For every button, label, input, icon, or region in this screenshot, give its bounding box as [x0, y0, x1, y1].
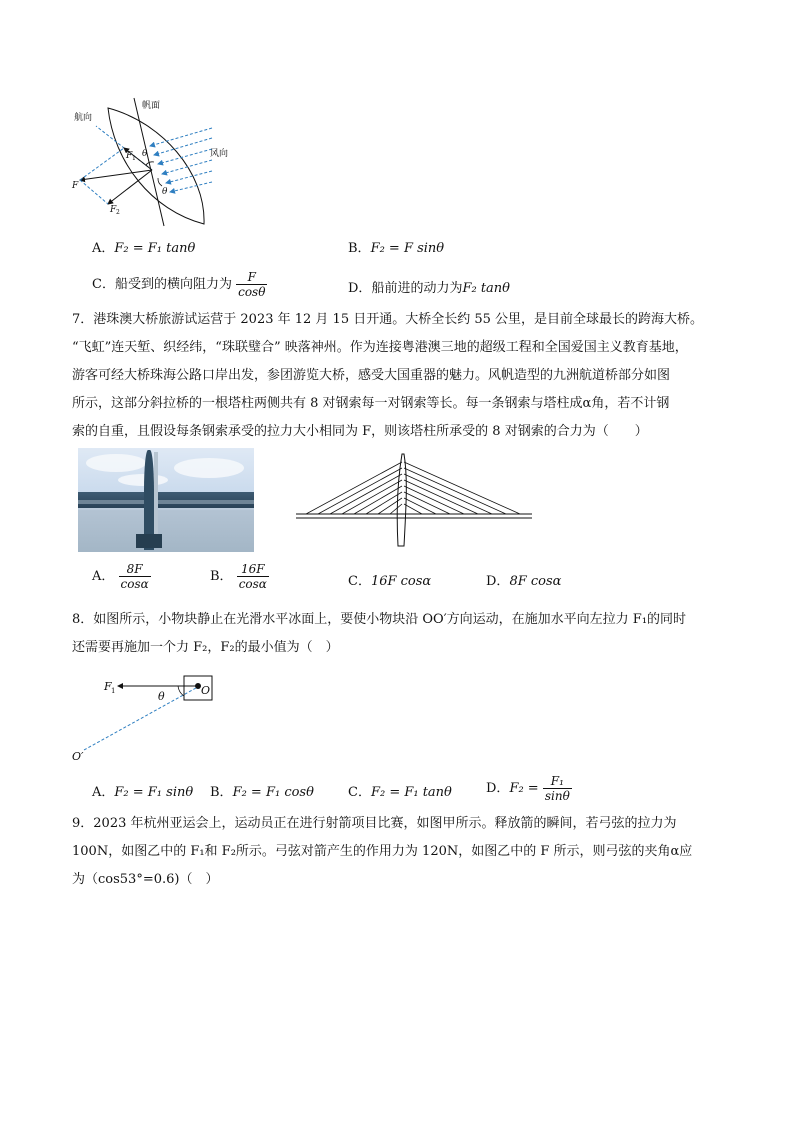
q7-option-b-denominator: cosα — [238, 577, 267, 591]
sail-surface-line — [134, 98, 164, 226]
cable-stayed-bridge-diagram — [294, 448, 534, 552]
q9-stem — [72, 810, 692, 894]
q7-stem — [72, 306, 703, 446]
q7-option-a-fraction — [119, 562, 151, 591]
label-wind: 风向 — [210, 149, 229, 159]
q8-option-b-formula: F₂ = F₁ cosθ — [232, 785, 314, 800]
label-theta-upper: θ — [142, 149, 148, 159]
q6-option-d[interactable] — [348, 277, 510, 296]
label-f2-sub: 2 — [116, 209, 120, 216]
q6-option-c-denominator: cosθ — [238, 285, 266, 299]
label-f1-sub: 1 — [111, 687, 116, 695]
label-f1: F — [126, 151, 133, 161]
q6-option-a[interactable] — [92, 237, 195, 256]
q8-line-2: 还需要再施加一个力 F₂，F₂的最小值为（ ） — [72, 640, 339, 655]
q8-option-c-letter: C． — [348, 785, 371, 800]
q8-option-b-letter: B． — [210, 785, 233, 800]
q8-option-d-lhs: F₂ = — [509, 781, 539, 796]
q7-option-c-formula: 16F cosα — [370, 574, 432, 589]
label-o: O — [201, 684, 211, 697]
q7-option-a-denominator: cosα — [120, 577, 149, 591]
q8-option-d-fraction — [543, 774, 572, 803]
q8-option-a-formula: F₂ = F₁ sinθ — [114, 785, 194, 800]
q7-option-d-letter: D． — [486, 574, 510, 589]
bridge-photo — [78, 448, 254, 552]
q6-option-a-letter: A． — [92, 241, 115, 256]
q6-option-c[interactable] — [92, 270, 267, 299]
q8-option-c[interactable] — [348, 781, 452, 800]
q6-option-d-formula: F₂ tanθ — [462, 281, 510, 296]
q7-option-a[interactable] — [92, 562, 151, 591]
q6-option-b-formula: F₂ = F sinθ — [370, 241, 445, 256]
q8-line-1: 8．如图所示，小物块静止在光滑水平冰面上，要使小物块沿 OO′方向运动，在施加水平向左拉力 F₁的同时 — [72, 612, 687, 627]
q8-option-c-formula: F₂ = F₁ tanθ — [370, 785, 452, 800]
q7-option-c[interactable] — [348, 570, 431, 589]
q8-option-a[interactable] — [92, 781, 193, 800]
q8-option-a-letter: A． — [92, 785, 115, 800]
theta-arc-lower — [158, 178, 162, 186]
q6-option-c-fraction — [236, 270, 267, 299]
q7-option-c-letter: C． — [348, 574, 371, 589]
q6-option-d-text: 船前进的动力为 — [371, 281, 463, 296]
cables — [306, 462, 520, 514]
q7-line-4: 所示，这部分斜拉桥的一根塔柱两侧共有 8 对钢索每一对钢索等长。每一条钢索与塔柱成α角，若不计钢 — [72, 396, 670, 411]
q7-line-3: 游客可经大桥珠海公路口岸出发，参团游览大桥，感受大国重器的魅力。风帆造型的九洲航道桥部分如图 — [72, 368, 671, 383]
label-f: F — [72, 181, 79, 191]
q8-option-d-denominator: sinθ — [544, 789, 570, 803]
label-f1-sub: 1 — [132, 155, 136, 162]
q6-option-c-letter: C． — [92, 277, 115, 292]
q9-line-1: 9．2023 年杭州亚运会上，运动员正在进行射箭项目比赛，如图甲所示。释放箭的瞬间，若弓弦的拉力为 — [72, 816, 677, 831]
q6-option-c-numerator: F — [236, 270, 267, 285]
label-theta-lower: θ — [162, 187, 168, 197]
q6-option-d-letter: D． — [348, 281, 372, 296]
q7-line-1: 7．港珠澳大桥旅游试运营于 2023 年 12 月 15 日开通。大桥全长约 55 公里，是目前全球最长的跨海大桥。 — [72, 312, 704, 327]
theta-arc — [178, 686, 184, 696]
q8-option-b[interactable] — [210, 781, 314, 800]
q8-option-d[interactable] — [486, 774, 572, 803]
q8-option-d-letter: D． — [486, 781, 510, 796]
q7-line-5: 索的自重，且假设每条钢索承受的拉力大小相同为 F，则该塔柱所承受的 8 对钢索的合力为（ ） — [72, 424, 648, 439]
label-f2: F — [110, 205, 117, 215]
q7-option-a-letter: A． — [92, 569, 115, 584]
q6-option-c-text: 船受到的横向阻力为 — [114, 277, 232, 292]
q7-option-d-formula: 8F cosα — [509, 574, 562, 589]
q9-line-2: 100N，如图乙中的 F₁和 F₂所示。弓弦对箭产生的作用力为 120N，如图乙中的 F 所示，则弓弦的夹角α应 — [72, 844, 693, 859]
q6-option-b[interactable] — [348, 237, 444, 256]
q6-option-a-formula: F₂ = F₁ tanθ — [114, 241, 196, 256]
q7-option-d[interactable] — [486, 570, 561, 589]
wind-arrows — [150, 128, 212, 192]
q6-option-b-letter: B． — [348, 241, 371, 256]
helper-dash-2 — [80, 180, 108, 204]
q7-line-2: “飞虹”连天堑、织经纬，“珠联璧合” 映落神州。作为连接粤港澳三地的超级工程和全国爱国主义教育基地， — [72, 340, 688, 355]
direction-oo-prime — [84, 688, 196, 750]
label-theta: θ — [158, 690, 165, 703]
label-f1: F — [104, 680, 112, 693]
q7-option-b-fraction — [237, 562, 269, 591]
q7-option-b[interactable] — [210, 562, 269, 591]
q7-option-b-numerator: 16F — [237, 562, 269, 577]
label-sail-surface: 帆面 — [142, 101, 161, 111]
q7-option-a-numerator: 8F — [119, 562, 151, 577]
q9-line-3: 为（cos53°=0.6)（ ） — [72, 872, 219, 887]
block-force-diagram — [70, 670, 220, 766]
label-heading: 航向 — [74, 113, 93, 123]
q8-option-d-numerator: F₁ — [543, 774, 572, 789]
q7-option-b-letter: B． — [210, 569, 233, 584]
hull-outline — [108, 108, 204, 224]
label-o-prime: O′ — [72, 750, 84, 763]
q8-stem — [72, 606, 686, 662]
sail-force-diagram — [66, 92, 229, 232]
